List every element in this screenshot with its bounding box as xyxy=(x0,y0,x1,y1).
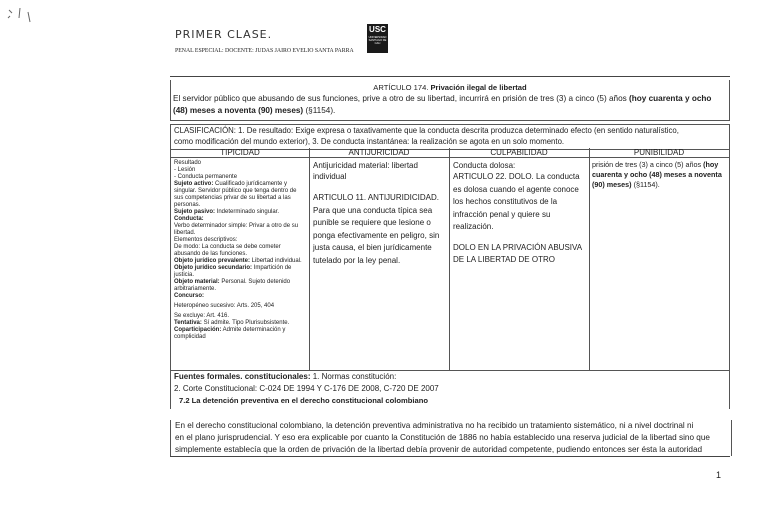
antijuricidad-p1: Antijuricidad material: libertad individual xyxy=(313,161,418,181)
page-number: 1 xyxy=(716,470,722,480)
sources-item1: 1. Normas constitución: xyxy=(312,372,397,381)
tipicidad-item-label: Sujeto pasivo: xyxy=(174,209,216,215)
tipicidad-item xyxy=(174,320,306,327)
article-heading xyxy=(171,83,729,93)
logo-subtext: UNIVERSIDAD SANTIAGO DE CALI xyxy=(368,36,387,45)
university-logo xyxy=(367,24,388,53)
tipicidad-item xyxy=(174,216,306,223)
article-text xyxy=(171,93,729,117)
tipicidad-item-text: Verbo determinador simple: Privar a otro de su libertad. xyxy=(174,223,299,236)
tipicidad-item xyxy=(174,258,306,265)
tipicidad-item-text: Libertad individual. xyxy=(250,258,302,264)
body-text xyxy=(170,420,732,456)
sources-title2: constitucionales: xyxy=(244,372,311,381)
tipicidad-item xyxy=(174,223,306,237)
tipicidad-item-label: Coparticipación: xyxy=(174,327,222,333)
punibilidad-text xyxy=(589,158,729,192)
tipicidad-item xyxy=(174,313,306,320)
tipicidad-item-label: Objeto jurídico prevalente: xyxy=(174,258,251,264)
article-title: Privación ilegal de libertad xyxy=(430,83,527,92)
punibilidad-c: (§1154). xyxy=(633,180,660,189)
punibilidad-a: prisión de tres (3) a cinco (5) años xyxy=(592,160,702,169)
margin-scribble xyxy=(6,4,36,34)
tipicidad-item-text: Heteropéneo sucesivo: Arts. 205, 404 xyxy=(174,303,275,309)
article-text-c: (§1154). xyxy=(305,106,336,115)
col-tipicidad xyxy=(171,148,310,370)
classification-line2: como modificación del mundo exterior), 3. De conducta instantánea: la realización se agota en un solo momento. xyxy=(174,137,565,146)
tipicidad-item-label: Tentativa: xyxy=(174,320,202,326)
tipicidad-item-text: Sí admite. Tipo Plurisubsistente. xyxy=(201,320,290,326)
sources-line1 xyxy=(171,371,729,383)
sources-title: Fuentes formales. xyxy=(174,372,243,381)
col-punibilidad xyxy=(589,148,729,370)
tipicidad-item-text: Impartición de justicia. xyxy=(174,265,292,278)
header-punibilidad: PUNIBILIDAD xyxy=(589,148,729,158)
bottom-rule xyxy=(170,456,730,457)
subtitle: PENAL ESPECIAL: DOCENTE: JUDAS JAIRO EVELIO SANTA PARRA xyxy=(175,48,354,54)
article-number: ARTÍCULO 174. xyxy=(373,83,429,92)
tipicidad-item xyxy=(174,279,306,293)
classification-line1: CLASIFICACIÓN: 1. De resultado: Exige expresa o taxativamente que la conducta descrita produzca determinado efecto (en sentido naturalístico, xyxy=(174,126,679,135)
tipicidad-item-text: De modo: La conducta se debe cometer abusando de las funciones. xyxy=(174,244,281,257)
tipicidad-item-text: - Lesión xyxy=(174,167,196,173)
top-rule xyxy=(170,76,730,77)
tipicidad-item xyxy=(174,174,306,181)
header-antijuricidad: ANTIJURICIDAD xyxy=(309,148,449,158)
tipicidad-list xyxy=(171,158,309,341)
culpabilidad-p1: Conducta dolosa: xyxy=(453,161,516,170)
body-line1: En el derecho constitucional colombiano, la detención preventiva administrativa no ha recibido un tratamiento sistemático, ni a nivel doctrinal ni xyxy=(175,421,694,430)
tipicidad-item xyxy=(174,209,306,216)
article-text-a: El servidor público que abusando de sus funciones, prive a otro de su libertad, incurrirá en prisión de tres (3) a cinco (5) años xyxy=(173,94,627,103)
punibilidad-b: (hoy cuarenta y ocho (48) meses a noventa (90) meses) xyxy=(592,160,722,189)
tipicidad-item xyxy=(174,327,306,341)
tipicidad-item-text: Cualificado jurídicamente y singular. Servidor público que tenga dentro de sus competencias privar de su libertad a las personas. xyxy=(174,181,297,208)
tipicidad-item-text: Elementos descriptivos: xyxy=(174,237,238,243)
body-line3: simplemente establecía que la orden de privación de la libertad debía provenir de autoridad competente, pudiendo entonces ser ésta la autoridad xyxy=(175,445,703,454)
sources-box xyxy=(170,371,730,409)
body-line2: en el plano jurisprudencial. Y eso era explicable por cuanto la Constitución de 1886 no había establecido una reserva judicial de la libertad sino que xyxy=(175,433,710,442)
logo-text: USC xyxy=(369,25,386,34)
tipicidad-item-label: Conducta: xyxy=(174,216,204,222)
article-text-b: (hoy cuarenta y ocho (48) meses a noventa (90) meses) xyxy=(173,94,712,115)
tipicidad-item-label: Objeto jurídico secundario: xyxy=(174,265,253,271)
tipicidad-item-label: Sujeto activo: xyxy=(174,181,214,187)
tipicidad-item-label: Concurso: xyxy=(174,293,204,299)
header-culpabilidad: CULPABILIDAD xyxy=(449,148,589,158)
tipicidad-item xyxy=(174,237,306,244)
tipicidad-item xyxy=(174,181,306,209)
col-culpabilidad xyxy=(449,148,590,370)
tipicidad-item xyxy=(174,293,306,300)
tipicidad-item-text: Personal. Sujeto detenido arbitrariamente. xyxy=(174,279,291,292)
section-heading: 7.2 La detención preventiva en el derecho constitucional colombiano xyxy=(179,396,428,405)
culpabilidad-p2: ARTICULO 22. DOLO. La conducta es dolosa cuando el agente conoce los hechos constitutivos de la infracción penal y quiere su realización. xyxy=(453,172,580,231)
tipicidad-item-text: Indeterminado singular. xyxy=(215,209,280,215)
sources-item2: 2. Corte Constitucional: C-024 DE 1994 Y C-176 DE 2008, C-720 DE 2007 xyxy=(174,384,439,393)
tipicidad-item xyxy=(174,303,306,310)
article-box xyxy=(170,80,730,121)
handwritten-title: PRIMER CLASE. xyxy=(175,28,273,41)
tipicidad-item-text: Se excluye: Art. 416. xyxy=(174,313,230,319)
header-tipicidad: TIPICIDAD xyxy=(171,148,309,158)
tipicidad-item xyxy=(174,244,306,258)
classification-box xyxy=(170,124,730,150)
tipicidad-item xyxy=(174,160,306,167)
tipicidad-item-text: Admite determinación y complicidad xyxy=(174,327,286,340)
tipicidad-item-label: Objeto material: xyxy=(174,279,220,285)
culpabilidad-p3: DOLO EN LA PRIVACIÓN ABUSIVA DE LA LIBERTAD DE OTRO xyxy=(453,242,582,264)
antijuricidad-p2: ARTICULO 11. ANTIJURIDICIDAD. Para que una conducta típica sea punible se requiere que lesione o ponga efectivamente en peligro, sin justa causa, el bien jurídicamente tutelado por la ley penal. xyxy=(313,193,440,265)
tipicidad-item-text: Resultado xyxy=(174,160,202,166)
col-antijuricidad xyxy=(309,148,450,370)
analysis-table xyxy=(170,148,730,371)
tipicidad-item-text: - Conducta permanente xyxy=(174,174,238,180)
tipicidad-item xyxy=(174,167,306,174)
tipicidad-item xyxy=(174,265,306,279)
